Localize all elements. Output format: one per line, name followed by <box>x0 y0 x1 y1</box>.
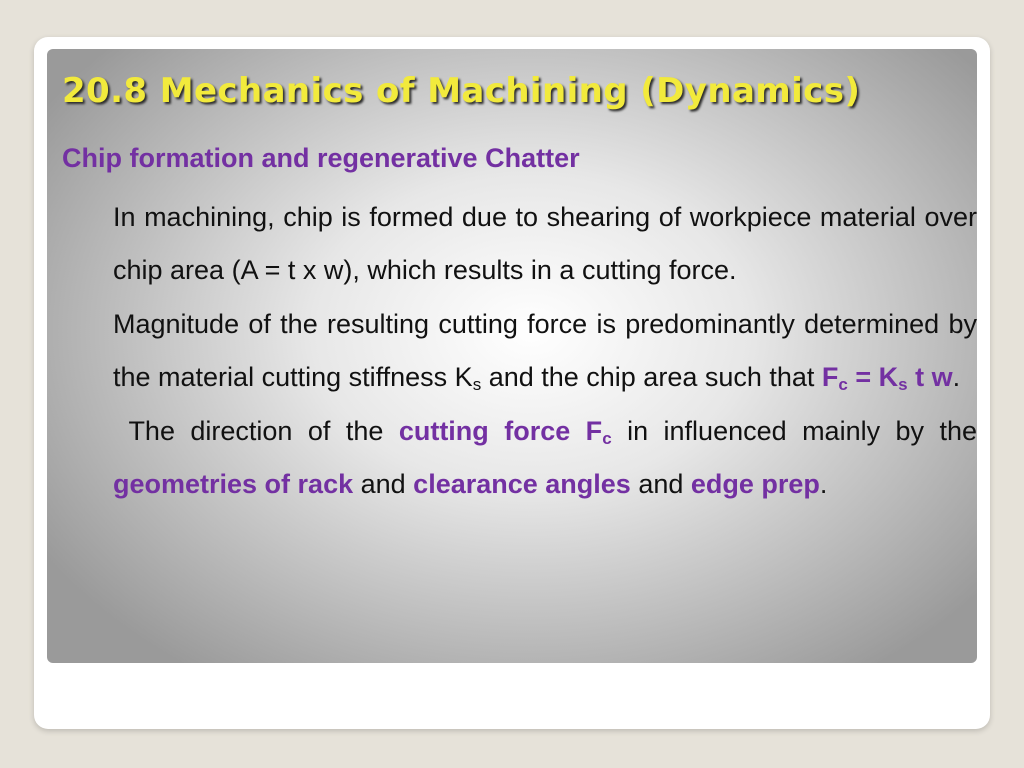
paragraph-cutting-force-magnitude <box>113 298 977 405</box>
formula-tw: t w <box>907 362 953 393</box>
text: The direction of the <box>128 415 399 446</box>
highlight-clearance: clearance angles <box>413 469 631 500</box>
highlight-edge-prep: edge prep <box>690 469 820 500</box>
text: and <box>630 469 691 500</box>
force-formula <box>821 362 953 395</box>
text: . <box>819 469 828 500</box>
formula-eq: = K <box>847 362 899 393</box>
formula-sub-s: s <box>898 375 908 395</box>
text: in influenced mainly by the <box>611 415 977 446</box>
highlight-geometries: geometries of rack <box>113 469 354 500</box>
paragraph-chip-formation: In machining, chip is formed due to shearing of workpiece material over chip area (A = t x w), which results in a cutting force. <box>113 202 977 286</box>
highlight-sub: c <box>602 428 612 448</box>
paragraph-force-direction <box>113 405 977 512</box>
section-heading: Chip formation and regenerative Chatter <box>62 143 580 173</box>
subscript: s <box>472 375 482 395</box>
formula-f: F <box>821 362 839 393</box>
body-text <box>113 191 977 511</box>
formula-sub-c: c <box>838 375 848 395</box>
text: . <box>952 362 961 393</box>
content-panel <box>47 49 977 663</box>
text: and <box>353 469 414 500</box>
text: Magnitude of the resulting cutting force is predominantly determined by the material cutting stiffness K <box>113 308 977 393</box>
highlight-text: cutting force F <box>398 415 603 446</box>
highlight-cutting-force <box>399 416 612 446</box>
text: and the chip area such that <box>481 362 822 393</box>
slide-card <box>34 37 990 729</box>
slide-title: 20.8 Mechanics of Machining (Dynamics) <box>62 71 861 111</box>
